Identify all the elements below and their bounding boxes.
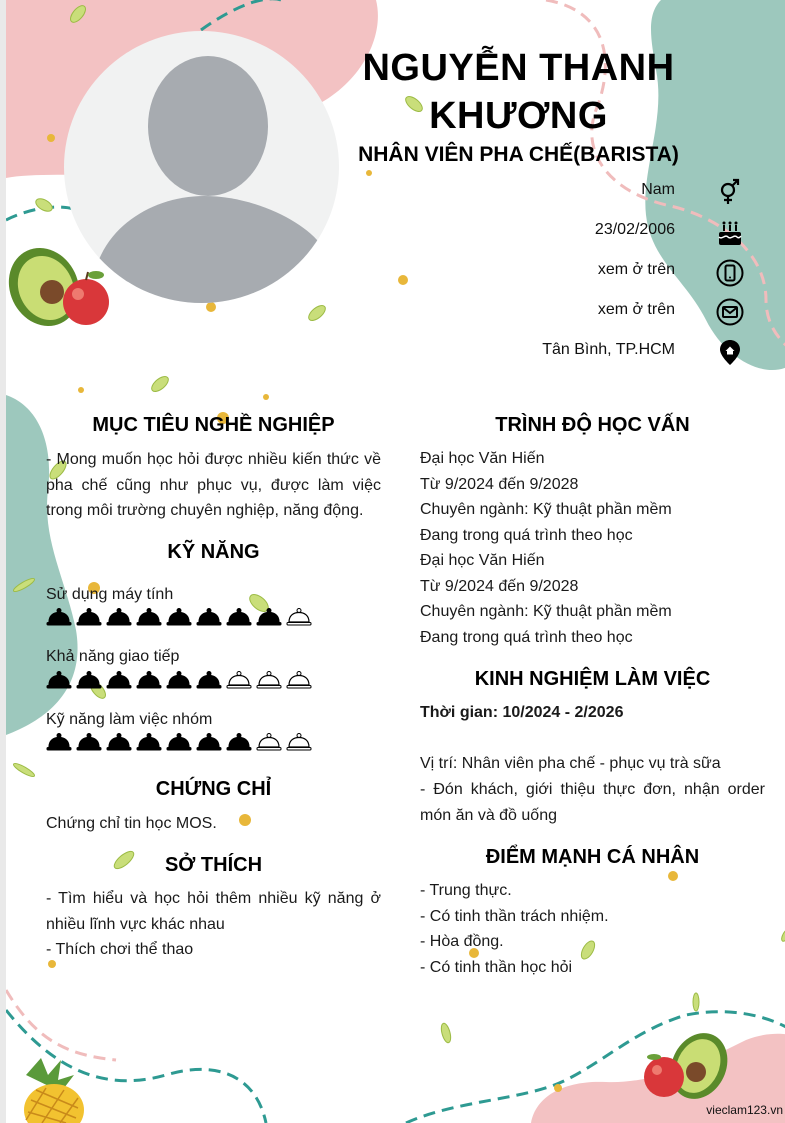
footer-brand: vieclam123.vn (706, 1103, 783, 1117)
cloche-filled-icon (106, 732, 132, 752)
hobbies-line-2: - Thích chơi thể thao (46, 941, 194, 958)
experience-title: KINH NGHIỆM LÀM VIỆC (474, 668, 711, 690)
cloche-empty-icon (256, 732, 282, 752)
cloche-filled-icon (136, 607, 162, 627)
cloche-empty-icon (286, 732, 312, 752)
cloche-filled-icon (106, 670, 132, 690)
address-value: Tân Bình, TP.HCM (542, 341, 675, 358)
education-line: Chuyên ngành: Kỹ thuật phần mềm (420, 603, 672, 620)
cloche-filled-icon (136, 670, 162, 690)
cloche-filled-icon (256, 607, 282, 627)
cloche-empty-icon (256, 670, 282, 690)
birthdate-value: 23/02/2006 (594, 221, 675, 238)
strengths-list (420, 878, 765, 980)
certificates-text: Chứng chỉ tin học MOS. (46, 815, 217, 832)
education-line: Đang trong quá trình theo học (420, 628, 633, 646)
strength-item: - Hòa đồng. (420, 933, 504, 950)
objective-text: - Mong muốn học hỏi được nhiều kiến thức về pha chế cũng như phục vụ, được làm việc trong môi trường chuyên nghiệp, năng động. (46, 451, 381, 519)
dashed-line-bottom-left-pink (6, 990, 116, 1060)
pineapple-illustration (24, 1058, 84, 1123)
name-line-2: KHƯƠNG (429, 95, 608, 137)
strength-item: - Có tinh thần trách nhiệm. (420, 907, 609, 925)
cloche-filled-icon (76, 607, 102, 627)
phone-value: xem ở trên (597, 261, 675, 278)
skills-title: KỸ NĂNG (167, 541, 260, 563)
education-line: Đại học Văn Hiến (420, 552, 545, 569)
skill-rating-teamwork (46, 732, 312, 752)
education-list (420, 446, 765, 650)
cloche-filled-icon (166, 732, 192, 752)
cloche-filled-icon (166, 607, 192, 627)
cloche-empty-icon (226, 670, 252, 690)
experience-time: Thời gian: 10/2024 - 2/2026 (420, 704, 624, 721)
strengths-title: ĐIỂM MẠNH CÁ NHÂN (485, 846, 700, 868)
education-title: TRÌNH ĐỘ HỌC VẤN (495, 414, 690, 436)
gender-value: Nam (641, 181, 675, 198)
profile-photo (64, 31, 339, 303)
job-title: NHÂN VIÊN PHA CHẾ(BARISTA) (358, 143, 679, 166)
birthday-cake-icon (716, 219, 744, 247)
cloche-filled-icon (76, 670, 102, 690)
cloche-filled-icon (166, 670, 192, 690)
cloche-filled-icon (106, 607, 132, 627)
certificates-title: CHỨNG CHỈ (155, 778, 272, 800)
cloche-filled-icon (196, 607, 222, 627)
name-line-1: NGUYỄN THANH (362, 47, 675, 89)
email-value: xem ở trên (597, 301, 675, 318)
skill-label-communication: Khả năng giao tiếp (46, 648, 180, 665)
avatar-placeholder-icon (64, 31, 339, 303)
objective-title: MỤC TIÊU NGHỀ NGHIỆP (92, 414, 335, 436)
cloche-filled-icon (136, 732, 162, 752)
email-icon (716, 298, 744, 326)
phone-icon (716, 259, 744, 287)
cloche-filled-icon (196, 670, 222, 690)
experience-position: Vị trí: Nhân viên pha chế - phục vụ trà sữa (420, 755, 721, 772)
cloche-filled-icon (46, 732, 72, 752)
full-name (346, 44, 691, 140)
cloche-filled-icon (226, 607, 252, 627)
education-line: Đang trong quá trình theo học (420, 526, 633, 544)
strength-item: - Trung thực. (420, 882, 512, 899)
location-pin-icon (716, 338, 744, 366)
skill-label-teamwork: Kỹ năng làm việc nhóm (46, 711, 213, 728)
cloche-filled-icon (226, 732, 252, 752)
education-line: Đại học Văn Hiến (420, 450, 545, 467)
education-line: Từ 9/2024 đến 9/2028 (420, 577, 579, 595)
education-line: Từ 9/2024 đến 9/2028 (420, 475, 579, 493)
cloche-empty-icon (286, 670, 312, 690)
cloche-filled-icon (76, 732, 102, 752)
cloche-empty-icon (286, 607, 312, 627)
gender-icon (716, 177, 744, 205)
experience-duties: - Đón khách, giới thiệu thực đơn, nhận order món ăn và đồ uống (420, 781, 765, 824)
cloche-filled-icon (196, 732, 222, 752)
hobbies-line-1: - Tìm hiểu và học hỏi thêm nhiều kỹ năng ở nhiều lĩnh vực khác nhau (46, 890, 381, 933)
skill-label-computer: Sử dụng máy tính (46, 586, 174, 603)
education-line: Chuyên ngành: Kỹ thuật phần mềm (420, 501, 672, 518)
cloche-filled-icon (46, 607, 72, 627)
cloche-filled-icon (46, 670, 72, 690)
hobbies-title: SỞ THÍCH (164, 854, 263, 876)
skill-rating-communication (46, 670, 312, 690)
skill-rating-computer (46, 607, 312, 627)
strength-item: - Có tinh thần học hỏi (420, 958, 573, 976)
